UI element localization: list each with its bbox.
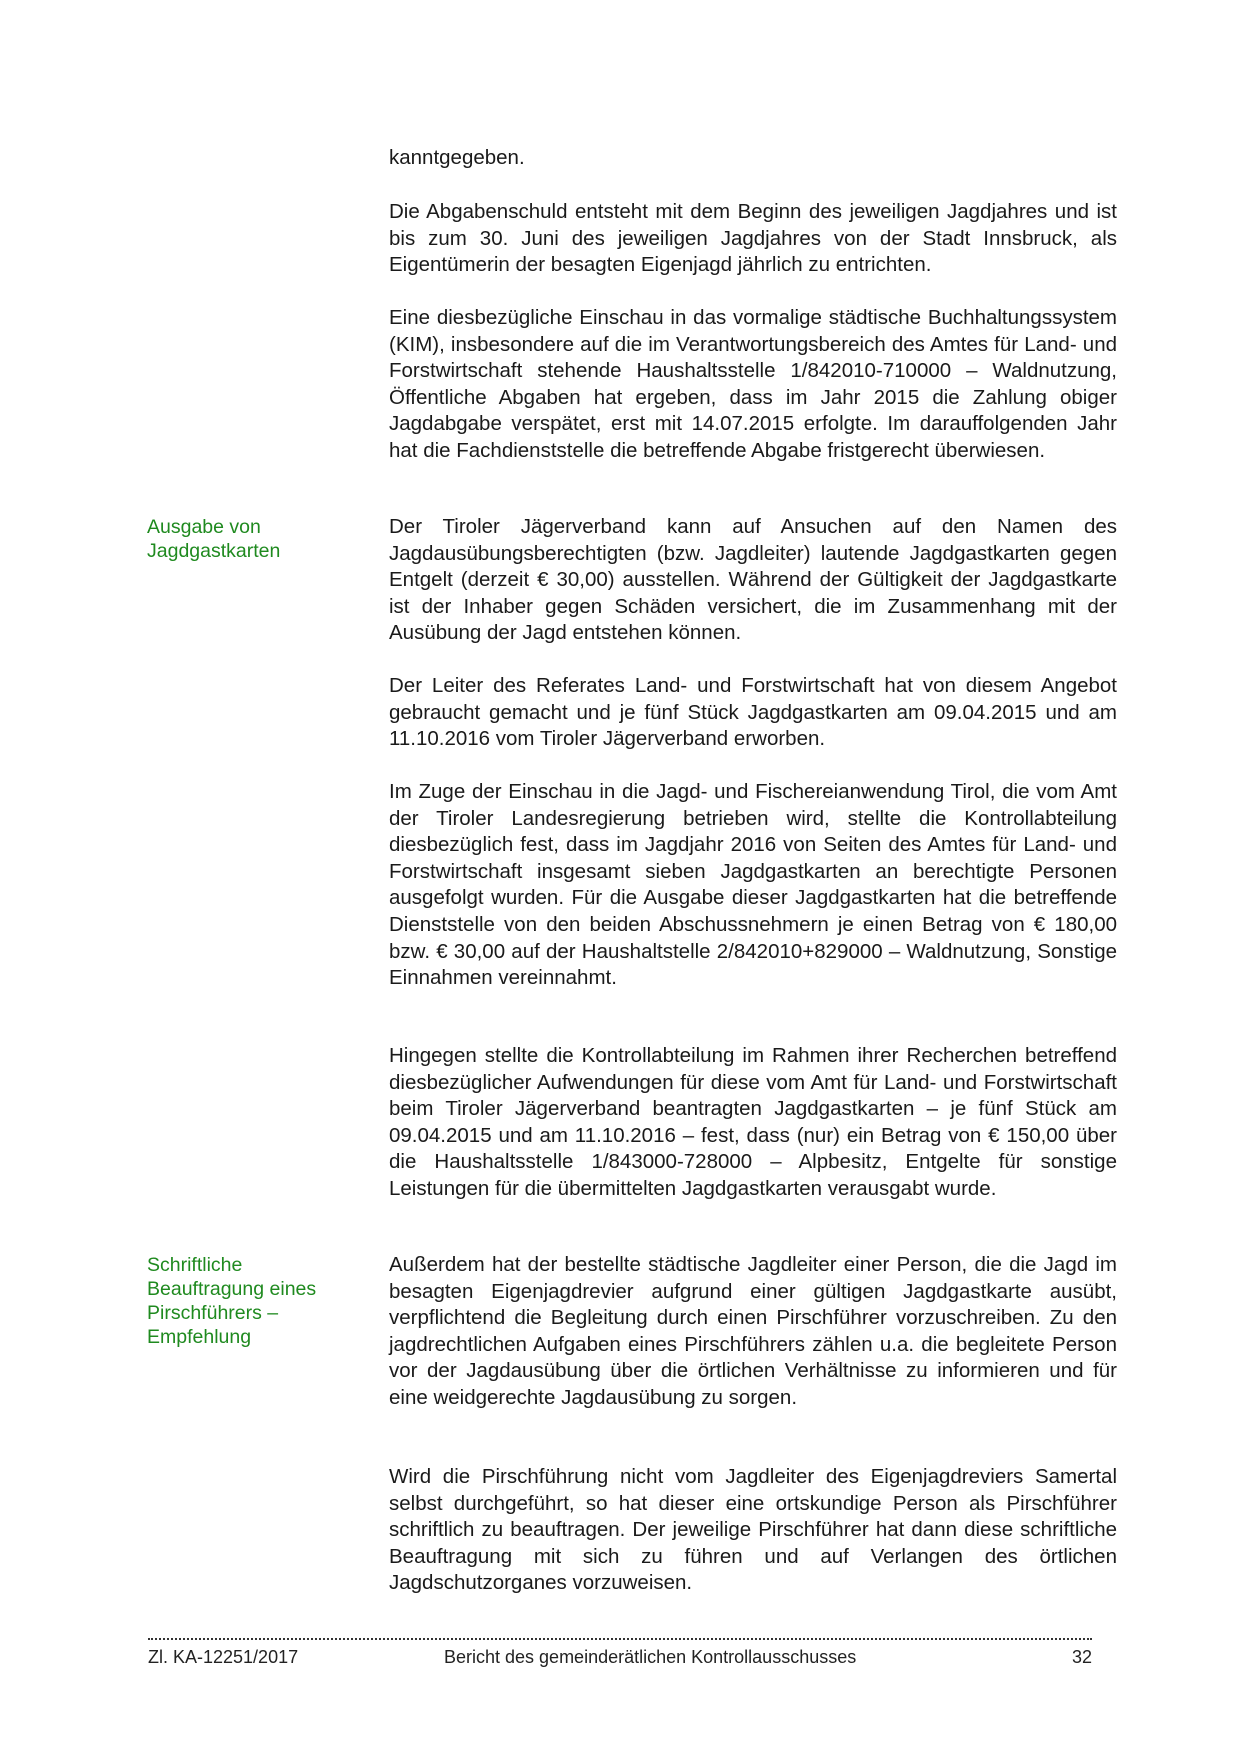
footer-reference: Zl. KA-12251/2017 — [148, 1647, 299, 1667]
footer-title: Bericht des gemeinderätlichen Kontrollausschusses — [444, 1647, 857, 1667]
paragraph-text: kanntgegeben. — [389, 146, 525, 169]
paragraph-text: Außerdem hat der bestellte städtische Jagdleiter einer Person, die die Jagd im besagten Eigenjagdrevier aufgrund einer gültigen Jagdgastkarte ausübt, verpflichtend die Begleitung durch einen Pirschführer vorzuschreiben. Zu den jagdrechtlichen Aufgaben eines Pirschführers zählen u.a. die begleitete Person vor der Jagdausübung über die örtlichen Verhältnisse zu informieren und für eine weidgerechte Jagdausübung zu sorgen. — [389, 1253, 1117, 1409]
paragraph-text: Eine diesbezügliche Einschau in das vormalige städtische Buchhaltungssystem (KIM), insbesondere auf die im Verantwortungsbereich des Amtes für Land- und Forstwirtschaft stehende Haushaltsstelle 1/842010-710000 – Waldnutzung, Öffentliche Abgaben hat ergeben, dass im Jahr 2015 die Zahlung obiger Jagdabgabe verspätet, erst mit 14.07.2015 erfolgte. Im darauffolgenden Jahr hat die Fachdienststelle die betreffende Abgabe fristgerecht überwiesen. — [389, 306, 1117, 462]
paragraph-ausserdem — [389, 1252, 1117, 1412]
paragraph-abgabenschuld — [389, 199, 1117, 279]
paragraph-leiter-referat — [389, 673, 1117, 753]
paragraph-jaegerverband — [389, 514, 1117, 647]
paragraph-einschau-buchhaltung — [389, 305, 1117, 465]
paragraph-text: Der Tiroler Jägerverband kann auf Ansuchen auf den Namen des Jagdausübungsberechtigten (bzw. Jagdleiter) lautende Jagdgastkarten gegen Entgelt (derzeit € 30,00) ausstellen. Während der Gültigkeit der Jagdgastkarte ist der Inhaber gegen Schäden versichert, die im Zusammenhang mit der Ausübung der Jagd entstehen können. — [389, 515, 1117, 645]
side-note-pirschfuehrer-empfehlung: Schriftliche Beauftragung eines Pirschführers – Empfehlung — [147, 1254, 317, 1348]
paragraph-text: Wird die Pirschführung nicht vom Jagdleiter des Eigenjagdreviers Samertal selbst durchgeführt, so hat dieser eine ortskundige Person als Pirschführer schriftlich zu beauftragen. Der jeweilige Pirschführer hat dann diese schriftliche Beauftragung mit sich zu führen und auf Verlangen des örtlichen Jagdschutzorganes vorzuweisen. — [389, 1465, 1117, 1595]
paragraph-hingegen — [389, 1043, 1117, 1203]
side-note-ausgabe-jagdgastkarten: Ausgabe von Jagdgastkarten — [147, 516, 281, 562]
paragraph-text: Die Abgabenschuld entsteht mit dem Beginn des jeweiligen Jagdjahres und ist bis zum 30. Juni des jeweiligen Jagdjahres von der Stadt Innsbruck, als Eigentümerin der besagten Eigenjagd jährlich zu entrichten. — [389, 200, 1117, 277]
paragraph-text: Im Zuge der Einschau in die Jagd- und Fischereianwendung Tirol, die vom Amt der Tiroler Landesregierung betrieben wird, stellte die Kontrollabteilung diesbezüglich fest, dass im Jagdjahr 2016 von Seiten des Amtes für Land- und Forstwirtschaft insgesamt sieben Jagdgastkarten an berechtigte Personen ausgefolgt wurden. Für die Ausgabe dieser Jagdgastkarten hat die betreffende Dienststelle von den beiden Abschussnehmern je einen Betrag von € 180,00 bzw. € 30,00 auf der Haushaltstelle 2/842010+829000 – Waldnutzung, Sonstige Einnahmen vereinnahmt. — [389, 780, 1117, 990]
paragraph-text: Der Leiter des Referates Land- und Forstwirtschaft hat von diesem Angebot gebraucht gemacht und je fünf Stück Jagdgastkarten am 09.04.2015 und am 11.10.2016 vom Tiroler Jägerverband erworben. — [389, 674, 1117, 751]
paragraph-pirschfuehrung — [389, 1464, 1117, 1597]
paragraph-einschau-jagdanwendung — [389, 779, 1117, 992]
footer-divider — [148, 1632, 1092, 1640]
paragraph-continuation — [389, 145, 1117, 172]
page-number: 32 — [1071, 1647, 1092, 1667]
paragraph-text: Hingegen stellte die Kontrollabteilung im Rahmen ihrer Recherchen betreffend diesbezüglicher Aufwendungen für diese vom Amt für Land- und Forstwirtschaft beim Tiroler Jägerverband beantragten Jagdgastkarten – je fünf Stück am 09.04.2015 und am 11.10.2016 – fest, dass (nur) ein Betrag von € 150,00 über die Haushaltsstelle 1/843000-728000 – Alpbesitz, Entgelte für sonstige Leistungen für die übermittelten Jagdgastkarten verausgabt wurde. — [389, 1044, 1117, 1200]
